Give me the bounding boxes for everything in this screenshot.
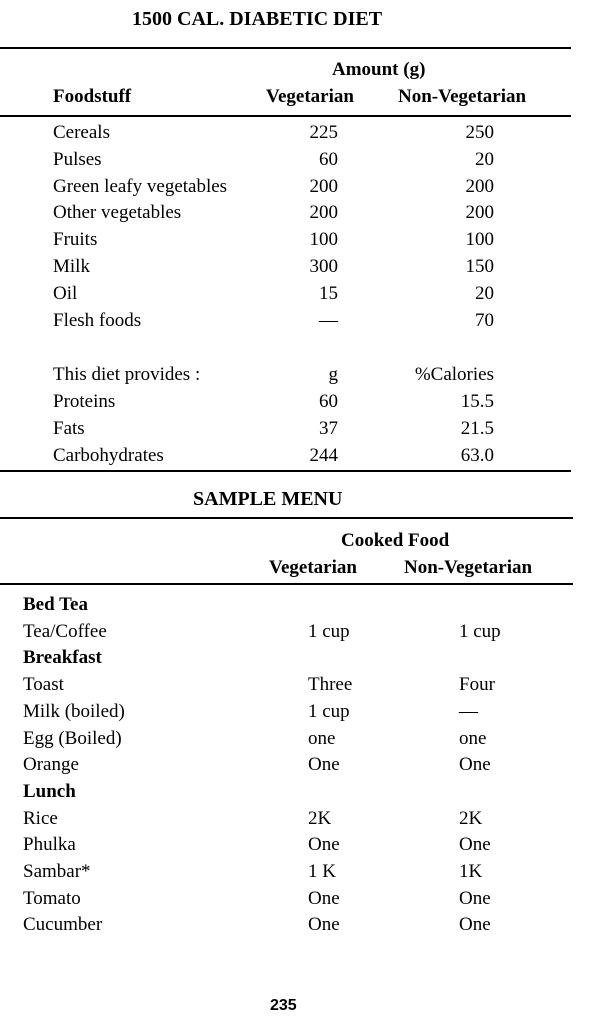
col-nonveg-header: Non-Vegetarian bbox=[398, 86, 527, 107]
col-foodstuff-header: Foodstuff bbox=[53, 86, 132, 107]
nutrient-name: Fats bbox=[53, 417, 85, 439]
diet-bottom-rule bbox=[0, 470, 571, 472]
diet-row-veg: 100 bbox=[309, 229, 338, 251]
nutrient-name: Carbohydrates bbox=[53, 444, 164, 466]
menu-item-veg: one bbox=[308, 727, 336, 749]
menu-item-veg: One bbox=[308, 754, 340, 776]
cooked-food-header: Cooked Food bbox=[341, 530, 450, 551]
diet-row-food: Milk bbox=[53, 256, 90, 277]
diet-top-rule bbox=[0, 47, 571, 49]
menu-item-veg: 2K bbox=[308, 807, 332, 829]
menu-item-nonveg: Four bbox=[459, 674, 495, 696]
nutrient-grams: 37 bbox=[319, 417, 338, 439]
menu-title: SAMPLE MENU bbox=[193, 488, 343, 510]
menu-item-name: Milk (boiled) bbox=[23, 700, 125, 722]
diet-row-veg: — bbox=[319, 309, 338, 331]
diet-row-veg: 200 bbox=[309, 202, 338, 224]
menu-item-name: Tea/Coffee bbox=[23, 620, 107, 642]
menu-section-label: Bed Tea bbox=[23, 594, 88, 615]
diet-row-nonveg: 150 bbox=[465, 256, 494, 277]
diet-row-veg: 225 bbox=[309, 122, 338, 143]
diet-row-food: Fruits bbox=[53, 229, 98, 251]
menu-item-name: Phulka bbox=[23, 834, 76, 856]
menu-item-nonveg: 1 cup bbox=[459, 620, 501, 642]
menu-item-veg: 1 cup bbox=[308, 700, 350, 722]
menu-item-nonveg: One bbox=[459, 754, 491, 776]
menu-item-name: Egg (Boiled) bbox=[23, 727, 122, 749]
menu-section-label: Lunch bbox=[23, 780, 76, 802]
nutrient-grams: 60 bbox=[319, 391, 338, 412]
menu-item-nonveg: One bbox=[459, 887, 491, 909]
menu-item-veg: 1 K bbox=[308, 861, 336, 882]
diet-row-nonveg: 20 bbox=[475, 148, 494, 170]
diet-header-rule bbox=[0, 115, 571, 117]
menu-item-nonveg: one bbox=[459, 727, 487, 749]
amount-header: Amount (g) bbox=[332, 59, 426, 80]
menu-item-name: Rice bbox=[23, 807, 58, 829]
nutrient-calories: 63.0 bbox=[460, 444, 494, 466]
menu-item-name: Toast bbox=[23, 674, 64, 696]
menu-header-rule bbox=[0, 583, 573, 585]
menu-item-nonveg: — bbox=[459, 700, 478, 722]
col-veg-header: Vegetarian bbox=[266, 86, 354, 107]
menu-item-name: Cucumber bbox=[23, 914, 103, 936]
menu-item-veg: Three bbox=[308, 674, 353, 696]
menu-item-veg: 1 cup bbox=[308, 620, 350, 642]
nutrient-grams: 244 bbox=[309, 444, 338, 466]
diet-row-food: Green leafy vegetables bbox=[53, 175, 228, 197]
diet-row-veg: 15 bbox=[319, 282, 338, 304]
nutrient-name: Proteins bbox=[53, 391, 116, 412]
diet-row-food: Flesh foods bbox=[53, 309, 142, 331]
diet-row-veg: 300 bbox=[309, 256, 338, 277]
diet-row-nonveg: 200 bbox=[465, 175, 494, 197]
menu-col-veg-header: Vegetarian bbox=[269, 557, 357, 578]
menu-item-name: Orange bbox=[23, 754, 79, 776]
menu-section-label: Breakfast bbox=[23, 647, 102, 669]
menu-item-nonveg: One bbox=[459, 834, 491, 856]
diet-row-food: Other vegetables bbox=[53, 202, 182, 224]
menu-col-nonveg-header: Non-Vegetarian bbox=[404, 557, 533, 578]
nutrient-calories: 21.5 bbox=[460, 417, 494, 439]
diet-row-veg: 200 bbox=[309, 175, 338, 197]
diet-title: 1500 CAL. DIABETIC DIET bbox=[132, 8, 383, 30]
diet-row-nonveg: 100 bbox=[465, 229, 494, 251]
menu-item-nonveg: 2K bbox=[459, 807, 483, 829]
provides-unit-g: g bbox=[328, 364, 338, 385]
diet-row-nonveg: 70 bbox=[475, 309, 494, 331]
diet-row-nonveg: 200 bbox=[465, 202, 494, 224]
nutrient-calories: 15.5 bbox=[460, 391, 494, 412]
menu-item-nonveg: One bbox=[459, 914, 491, 936]
menu-top-rule bbox=[0, 517, 573, 519]
diet-row-food: Cereals bbox=[53, 122, 110, 143]
menu-item-veg: One bbox=[308, 914, 340, 936]
menu-item-name: Tomato bbox=[23, 887, 81, 909]
diet-row-food: Pulses bbox=[53, 148, 102, 170]
menu-item-veg: One bbox=[308, 887, 340, 909]
menu-item-nonveg: 1K bbox=[459, 861, 483, 882]
provides-label: This diet provides : bbox=[53, 364, 201, 385]
diet-row-food: Oil bbox=[53, 282, 78, 304]
provides-unit-cal: %Calories bbox=[414, 364, 494, 385]
diet-row-nonveg: 20 bbox=[475, 282, 494, 304]
diet-row-nonveg: 250 bbox=[465, 122, 494, 143]
menu-item-veg: One bbox=[308, 834, 340, 856]
page-number: 235 bbox=[270, 997, 297, 1014]
diet-row-veg: 60 bbox=[319, 148, 338, 170]
menu-item-name: Sambar* bbox=[23, 861, 91, 882]
